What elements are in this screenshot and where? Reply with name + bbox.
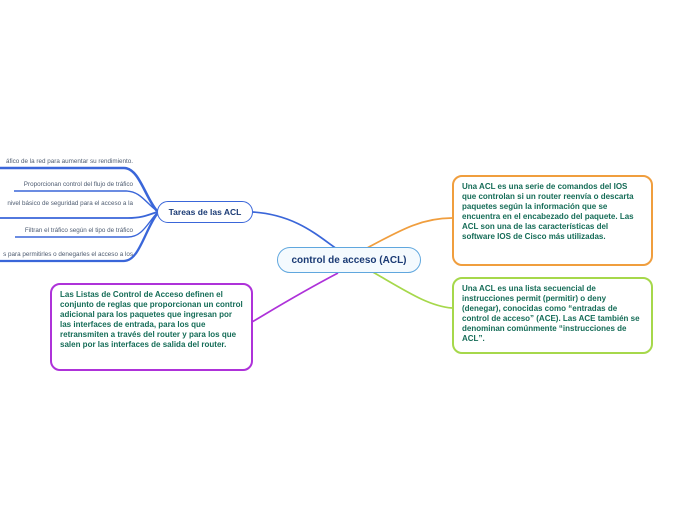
tareas-item-label[interactable]: s para permitirles o denegarles el acceso a los (3, 251, 133, 258)
connector-reglas-note (252, 273, 338, 322)
tareas-branch-line (0, 212, 157, 218)
connector-ios-note (367, 218, 452, 248)
note-ace-definition[interactable]: Una ACL es una lista secuencial de instrucciones permit (permitir) o deny (denegar), conocidas como “entradas de control de acceso” (ACE). Las ACE también se denominan comúnmente “instrucciones de ACL”. (452, 277, 653, 354)
node-control-acceso[interactable]: control de acceso (ACL) (277, 247, 421, 273)
tareas-item-label[interactable]: nivel básico de seguridad para el acceso a la (7, 200, 133, 207)
tareas-item-label[interactable]: áfico de la red para aumentar su rendimiento. (5, 158, 133, 165)
note-reglas-definition[interactable]: Las Listas de Control de Acceso definen el conjunto de reglas que proporcionan un control adicional para los paquetes que ingresan por las interfaces de entrada, para los que retransmiten a través del router y para los que salen por las interfaces de salida del router. (50, 283, 253, 371)
tareas-item-label[interactable]: Filtran el tráfico según el tipo de tráfico (24, 227, 133, 234)
note-ios-definition[interactable]: Una ACL es una serie de comandos del IOS que controlan si un router reenvía o descarta paquetes según la información que se encuentra en el encabezado del paquete. Las ACL son una de las características del software IOS de Cisco más utilizadas. (452, 175, 653, 266)
connector-tareas (253, 212, 337, 249)
connector-ace-note (371, 271, 452, 308)
node-tareas-acl[interactable]: Tareas de las ACL (157, 201, 253, 223)
tareas-item-label[interactable]: Proporcionan control del flujo de tráfico (23, 181, 133, 188)
